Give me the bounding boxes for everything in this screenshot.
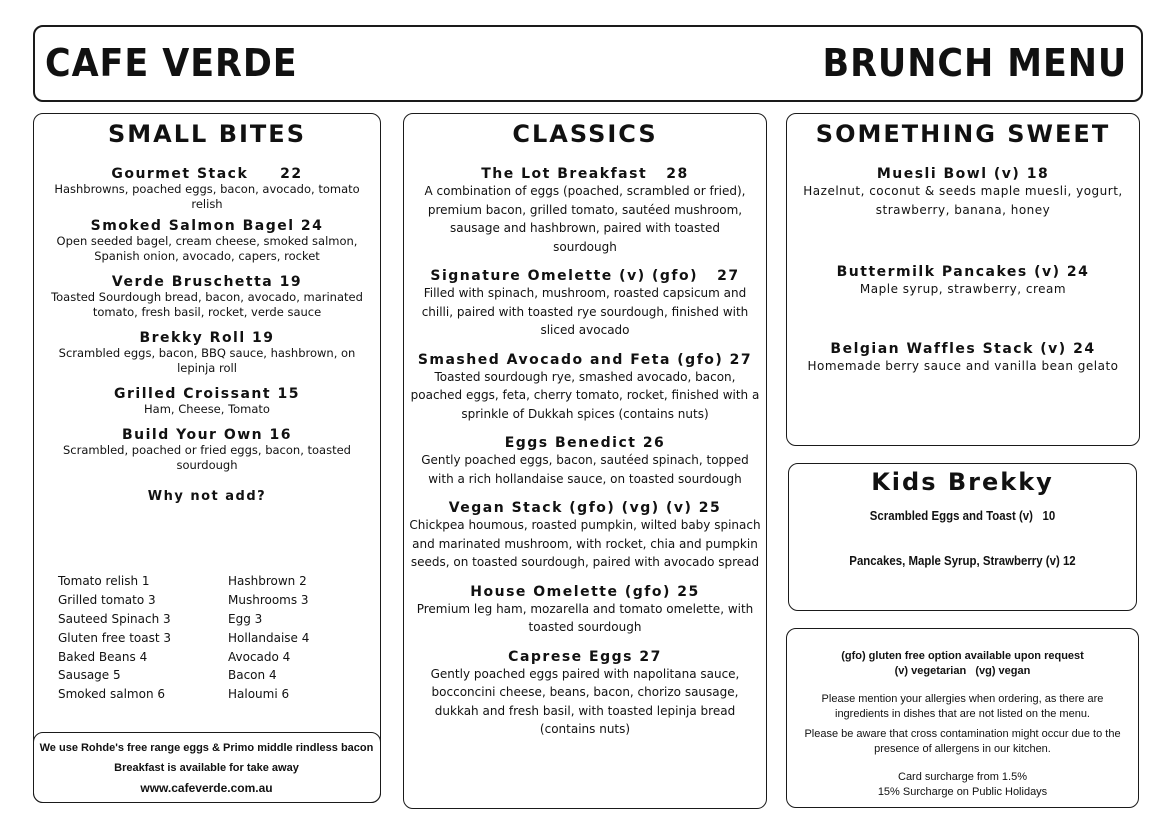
addon-item: Baked Beans 4: [58, 649, 148, 664]
addon-row: [58, 591, 358, 610]
card-surcharge: Card surcharge from 1.5%: [898, 771, 1027, 783]
dish-name: Buttermilk Pancakes (v) 24: [836, 264, 1090, 280]
section-title-classics: CLASSICS: [512, 120, 658, 148]
addon-row: [58, 572, 358, 591]
cafe-name: CAFE VERDE: [45, 41, 298, 85]
kids-item: Scrambled Eggs and Toast (v) 10: [869, 508, 1056, 523]
kids-item: Pancakes, Maple Syrup, Strawberry (v) 12: [849, 553, 1076, 568]
dish-item: [34, 274, 380, 320]
dish-item: [404, 584, 766, 637]
dish-description: Open seeded bagel, cream cheese, smoked salmon, Spanish onion, avocado, capers, rocket: [56, 234, 358, 263]
addons-list: [58, 572, 358, 704]
addons-title: Why not add?: [147, 489, 267, 504]
dish-name: House Omelette (gfo) 25: [470, 583, 700, 600]
addon-item: Egg 3: [228, 611, 263, 626]
diet-legend: (v) vegetarian (vg) vegan: [894, 664, 1031, 677]
menu-header: [33, 25, 1143, 102]
holiday-surcharge: 15% Surcharge on Public Holidays: [877, 785, 1048, 798]
classics-section: [403, 113, 767, 809]
dish-item: [404, 352, 766, 424]
addon-item: Smoked salmon 6: [58, 687, 166, 702]
addon-row: [58, 685, 358, 704]
dish-description: Homemade berry sauce and vanilla bean gelato: [807, 359, 1119, 373]
kids-brekky-section: [788, 463, 1137, 611]
dish-description: Hashbrowns, poached eggs, bacon, avocado, tomato relish: [54, 182, 360, 211]
addon-row: [58, 666, 358, 685]
dish-item: [404, 268, 766, 340]
dish-description: Premium leg ham, mozarella and tomato omelette, with toasted sourdough: [416, 601, 754, 634]
dish-description: Gently poached eggs, bacon, sautéed spinach, topped with a rich hollandaise sauce, on toasted sourdough: [421, 453, 749, 486]
dish-description: Toasted Sourdough bread, bacon, avocado, marinated tomato, fresh basil, rocket, verde sauce: [51, 290, 363, 319]
addon-item: Grilled tomato 3: [58, 593, 156, 608]
addon-item: Haloumi 6: [228, 687, 290, 702]
addon-item: Hashbrown 2: [228, 574, 307, 589]
dish-name: Vegan Stack (gfo) (vg) (v) 25: [448, 500, 722, 516]
gfo-legend: (gfo) gluten free option available upon request: [841, 650, 1084, 662]
dish-description: Toasted sourdough rye, smashed avocado, bacon, poached eggs, feta, cherry tomato, rocket, finished with a sprinkle of Dukkah spices (contains nuts): [410, 369, 760, 421]
dish-description: Scrambled, poached or fried eggs, bacon, toasted sourdough: [63, 443, 351, 472]
section-title-sweet: SOMETHING SWEET: [815, 120, 1111, 148]
dish-description: Chickpea houmous, roasted pumpkin, wilted baby spinach and marinated mushroom, with rocket, chia and pumpkin seeds, on toasted sourdough, paired with avocado spread: [409, 518, 761, 569]
dish-name: Brekky Roll 19: [139, 330, 275, 346]
dish-item: [34, 386, 380, 417]
dish-description: Filled with spinach, mushroom, roasted capsicum and chilli, paired with toasted rye sourdough, finished with sliced avocado: [421, 286, 749, 337]
dish-name: Muesli Bowl (v) 18: [876, 166, 1050, 182]
addon-item: Avocado 4: [228, 649, 291, 664]
dish-name: Belgian Waffles Stack (v) 24: [830, 341, 1096, 357]
dish-item: [787, 166, 1139, 220]
dish-name: Eggs Benedict 26: [504, 435, 666, 451]
dish-description: A combination of eggs (poached, scrambled or fried), premium bacon, grilled tomato, sautéed mushroom, sausage and hashbrown, paired with toasted sourdough: [424, 184, 746, 254]
supplier-note: We use Rohde's free range eggs & Primo middle rindless bacon: [39, 742, 374, 754]
allergy-note: Please mention your allergies when ordering, as there are ingredients in dishes that are not listed on the menu.: [821, 693, 1104, 720]
dish-name: Caprese Eggs 27: [508, 648, 662, 665]
dish-name: Signature Omelette (v) (gfo) 27: [430, 268, 740, 284]
dish-item: [34, 427, 380, 473]
dish-description: Maple syrup, strawberry, cream: [859, 282, 1067, 296]
dish-item: [404, 435, 766, 488]
dish-description: Ham, Cheese, Tomato: [144, 402, 270, 416]
addon-row: [58, 610, 358, 629]
menu-title: BRUNCH MENU: [822, 41, 1127, 85]
addon-item: Sauteed Spinach 3: [58, 611, 171, 626]
addon-item: Bacon 4: [228, 668, 277, 683]
addon-row: [58, 628, 358, 647]
dish-name: The Lot Breakfast 28: [481, 166, 689, 182]
addon-item: Mushrooms 3: [228, 593, 309, 608]
dish-name: Build Your Own 16: [121, 427, 292, 443]
addon-item: Sausage 5: [58, 668, 121, 683]
dish-name: Smashed Avocado and Feta (gfo) 27: [417, 351, 753, 368]
dish-name: Gourmet Stack 22: [111, 166, 303, 182]
something-sweet-section: [786, 113, 1140, 446]
dish-name: Smoked Salmon Bagel 24: [90, 218, 324, 234]
addon-item: Tomato relish 1: [58, 574, 150, 589]
website-link[interactable]: www.cafeverde.com.au: [140, 781, 273, 795]
dish-description: Scrambled eggs, bacon, BBQ sauce, hashbrown, on lepinja roll: [58, 346, 356, 375]
small-bites-section: [33, 113, 381, 803]
dish-item: [404, 649, 766, 739]
dish-item: [404, 166, 766, 256]
dish-item: [34, 218, 380, 264]
section-title-small-bites: SMALL BITES: [108, 120, 306, 148]
dish-item: [404, 500, 766, 572]
dish-description: Hazelnut, coconut & seeds maple muesli, yogurt, strawberry, banana, honey: [803, 184, 1123, 217]
addon-row: [58, 647, 358, 666]
addon-item: Hollandaise 4: [228, 630, 310, 645]
dish-name: Verde Bruschetta 19: [111, 274, 303, 290]
dish-name: Grilled Croissant 15: [114, 386, 300, 402]
addon-item: Gluten free toast 3: [58, 630, 172, 645]
dietary-info-section: [786, 628, 1139, 808]
dish-item: [34, 330, 380, 376]
small-bites-footer: [33, 732, 381, 803]
cross-contamination-note: Please be aware that cross contamination might occur due to the presence of allergens in our kitchen.: [804, 728, 1121, 755]
dish-item: [787, 341, 1139, 376]
section-title-kids: Kids Brekky: [871, 468, 1054, 496]
takeaway-note: Breakfast is available for take away: [114, 762, 299, 774]
dish-item: [787, 264, 1139, 299]
dish-item: [34, 166, 380, 212]
dish-description: Gently poached eggs paired with napolitana sauce, bocconcini cheese, beans, bacon, chorizo sausage, dukkah and fresh basil, with toasted lepinja bread (contains nuts): [430, 666, 740, 736]
